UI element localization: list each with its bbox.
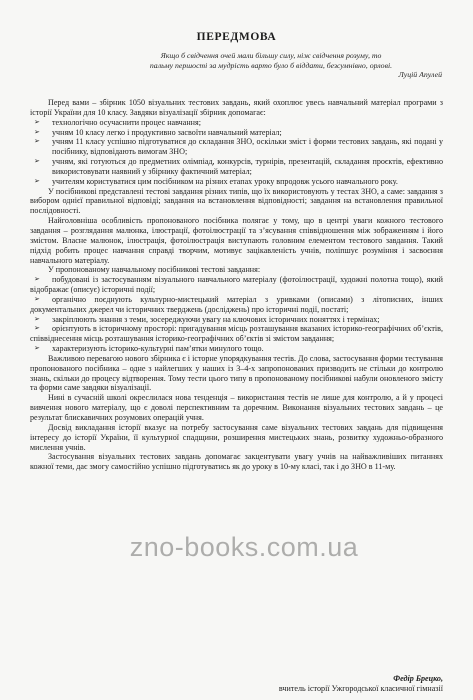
epigraph-author: Луцій Апулей bbox=[398, 70, 442, 80]
feature-paragraph: Найголовніша особливість пропонованого посібника полягає у тому, що в центрі уваги кожного тестового завдання – розглядання малюнка, ілюстрації, фотоілюстрації та з’ясування співвідношення між зображенням і його змістом. Власне малюнок, ілюстрація, фотоілюстрація виступають головним елементом тестового завдання. Такий підхід робить процес навчання справді творчим, мотивує зацікавленість учнів, поліпшує розуміння і засвоєння навчального матеріалу. bbox=[30, 216, 443, 265]
epigraph bbox=[100, 51, 442, 80]
list-item bbox=[30, 128, 443, 138]
bullet-arrow-icon: ➢ bbox=[34, 137, 40, 146]
intro-paragraph: Перед вами – збірник 1050 візуальних тестових завдань, який охоплює увесь навчальний матеріал програми з історії України для 10 класу. Завдяки візуалізації збірник допомагає: bbox=[30, 98, 443, 117]
bullet-arrow-icon: ➢ bbox=[34, 294, 40, 303]
list-item-text: побудовані із застосуванням візуального навчального матеріалу (фотоілюстрації, художні полотна тощо), який відображає (описує) історичні події; bbox=[30, 275, 443, 295]
watermark-text: zno-books.com.ua bbox=[129, 532, 359, 562]
list-item-text: органічно поєднують культурно-мистецький матеріал з уривками (описами) з літописних, інших документальних джерел чи історичних тверджень (досліджень) про історичні події, постаті; bbox=[30, 294, 443, 314]
bullet-arrow-icon: ➢ bbox=[34, 314, 40, 323]
list-item-text: учителям користуватися цим посібником на різних етапах уроку впродовж усього навчального року. bbox=[52, 176, 398, 186]
list-item bbox=[30, 324, 443, 344]
bullet-arrow-icon: ➢ bbox=[34, 324, 40, 333]
list-item bbox=[30, 177, 443, 187]
bullet-arrow-icon: ➢ bbox=[34, 275, 40, 284]
experience-paragraph: Досвід викладання історії вказує на потребу застосування саме візуальних тестових завдань для підвищення інтересу до історії України, її культурної спадщини, розширення мистецьких знань, розвитку художньо-образного мислення учнів. bbox=[30, 422, 443, 452]
list-item-text: учням, які готуються до предметних олімпіад, конкурсів, турнірів, презентацій, складання проєктів, ефективно використовувати наявний у збірнику фактичний матеріал; bbox=[52, 157, 443, 176]
task-list bbox=[30, 275, 443, 354]
list-item bbox=[30, 118, 443, 128]
list-item bbox=[30, 137, 443, 157]
trend-paragraph: Нині в сучасній школі окреслилася нова тенденція – використання тестів не лише для контролю, а й у процесі вивчення нового матеріалу, що є доволі перспективним та доречним. Виконання візуальних тестових завдань – це результат блискавичних розумових операцій учня. bbox=[30, 393, 443, 422]
types-paragraph: У посібникові представлені тестові завдання різних типів, що їх використовують у тестах ЗНО, а саме: завдання з вибором однієї правильної відповіді; завдання на встановлення відповідності; завдання на встановлення правильної послідовності. bbox=[30, 186, 443, 216]
epigraph-line: пальму першості за мудрість варто було б віддати, безсумнівно, орлові. bbox=[149, 60, 393, 70]
bullet-arrow-icon: ➢ bbox=[34, 127, 40, 136]
list-item bbox=[30, 275, 443, 295]
conclusion-paragraph: Застосування візуальних тестових завдань допомагає закцентувати увагу учнів на найважливіших питаннях кожної теми, дає змогу самостійно успішно підготуватись як до уроку в 10-му класі, так і до ЗНО в 11-му. bbox=[30, 452, 443, 472]
epigraph-line: Якщо б свідчення очей мали більшу силу, ніж свідчення розуму, то bbox=[160, 51, 382, 60]
bullet-arrow-icon: ➢ bbox=[34, 157, 40, 166]
list-item bbox=[30, 315, 443, 325]
bullet-arrow-icon: ➢ bbox=[34, 344, 40, 353]
list-item bbox=[30, 295, 443, 315]
list-item bbox=[30, 344, 443, 354]
list-item-text: орієнтують в історичному просторі: пригадування місць розташування вказаних історико-географічних об’єктів, співвіднесення місць розташування історико-географічних об’єктів зі змістом завдання; bbox=[30, 324, 443, 344]
author-name: Федір Брецко, bbox=[393, 674, 443, 683]
list-item-text: технологічно осучаснити процес навчання; bbox=[52, 117, 201, 127]
bullet-arrow-icon: ➢ bbox=[34, 117, 40, 126]
page-title: ПЕРЕДМОВА bbox=[196, 31, 277, 43]
list-item-text: учням 10 класу легко і продуктивно засвоїти навчальний матеріал; bbox=[52, 127, 282, 137]
list-item bbox=[30, 157, 443, 177]
signature-block bbox=[30, 674, 443, 694]
document-body bbox=[30, 98, 443, 472]
important-paragraph: Важливою перевагою нового збірника є і історне упорядкування тестів. До слова, застосування форми тестування пропонованого посібника – одне з найлегших у наших із 3–4-х запропонованих призводить не стільки до контролю знань, скільки до процесу відтворення. Тому тести цього типу в пропонованому посібникові набули оновленого змісту та форми саме завдяки візуалізації. bbox=[30, 353, 443, 393]
tasks-intro-paragraph: У пропонованому навчальному посібникові тестові завдання: bbox=[48, 265, 261, 275]
author-position: вчитель історії Ужгородської класичної гімназії bbox=[278, 684, 443, 693]
help-list bbox=[30, 118, 443, 187]
list-item-text: закріплюють знання з теми, зосереджуючи увагу на ключових історичних поняттях і термінах; bbox=[52, 314, 380, 324]
bullet-arrow-icon: ➢ bbox=[34, 176, 40, 185]
list-item-text: характеризують історико-культурні пам’ятки минулого тощо. bbox=[52, 344, 264, 354]
list-item-text: учням 11 класу успішно підготуватися до складання ЗНО, оскільки зміст і форми тестових завдань, які подані у посібнику, відповідають вимогам ЗНО; bbox=[52, 137, 443, 157]
